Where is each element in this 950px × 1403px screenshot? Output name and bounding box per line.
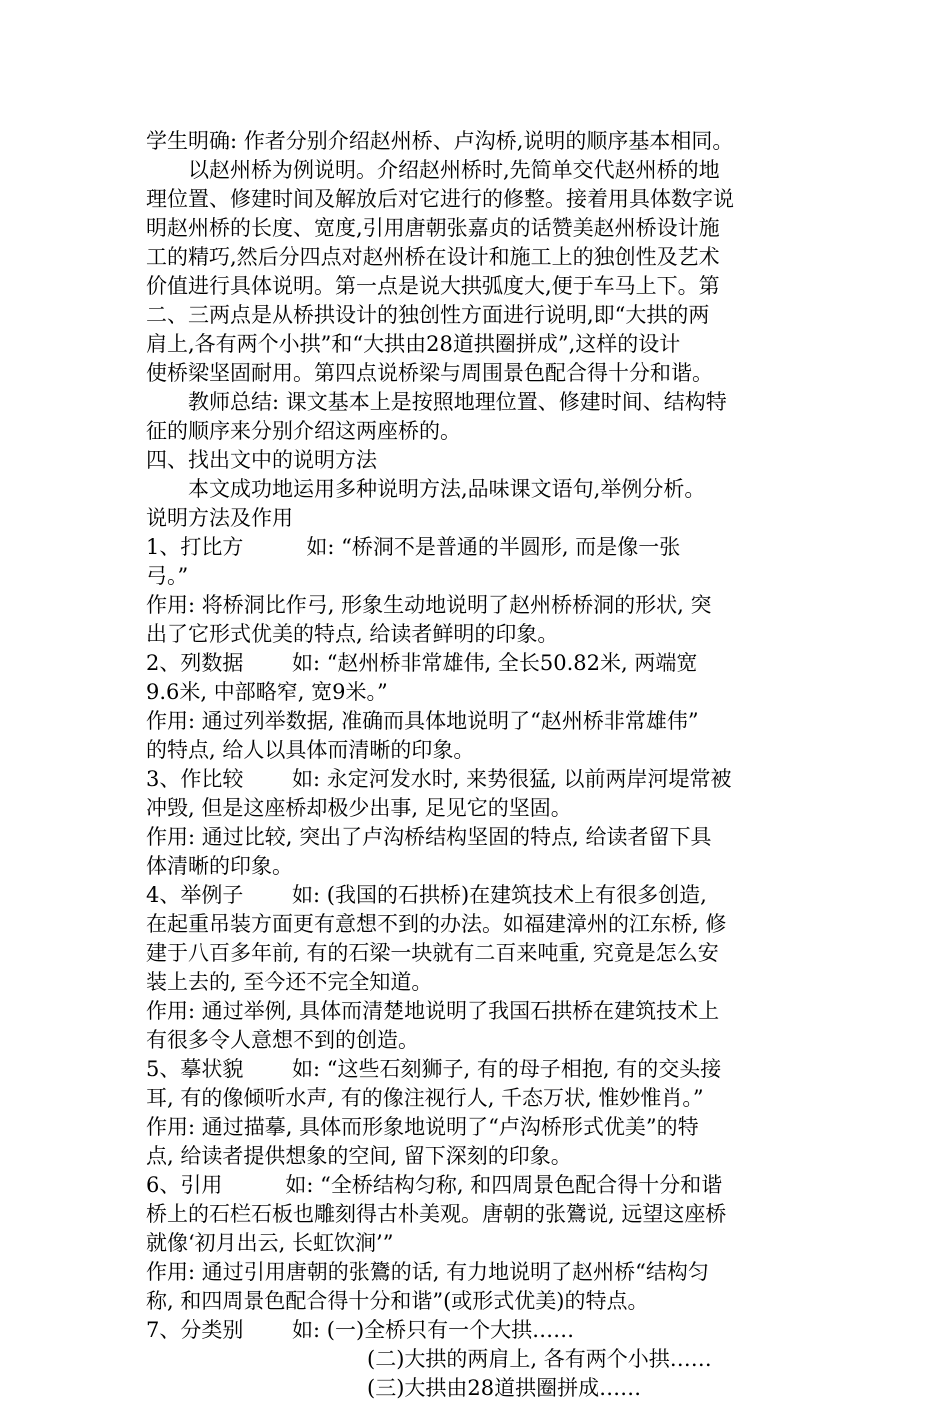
method-item: 1、打比方 如: “桥洞不是普通的半圆形, 而是像一张	[146, 535, 681, 559]
document-page	[146, 127, 810, 1403]
text-line: 称, 和四周景色配合得十分和谐”(或形式优美)的特点。	[146, 1289, 649, 1313]
text-line: 二、三两点是从桥拱设计的独创性方面进行说明,即“大拱的两	[146, 303, 710, 327]
text-line: 明赵州桥的长度、宽度,引用唐朝张嘉贞的话赞美赵州桥设计施	[146, 216, 720, 240]
method-item: 2、列数据 如: “赵州桥非常雄伟, 全长50.82米, 两端宽	[146, 651, 698, 675]
text-line: 理位置、修建时间及解放后对它进行的修整。接着用具体数字说	[146, 187, 734, 211]
text-line: 在起重吊装方面更有意想不到的办法。如福建漳州的江东桥, 修	[146, 912, 727, 936]
method-item: 3、作比较 如: 永定河发水时, 来势很猛, 以前两岸河堤常被	[146, 767, 732, 791]
text-line: 桥上的石栏石板也雕刻得古朴美观。唐朝的张鷟说, 远望这座桥	[146, 1202, 727, 1226]
text-line: 工的精巧,然后分四点对赵州桥在设计和施工上的独创性及艺术	[146, 245, 720, 269]
method-effect: 作用: 通过引用唐朝的张鷟的话, 有力地说明了赵州桥“结构匀	[146, 1260, 709, 1284]
text-line: 就像‘初月出云, 长虹饮涧’”	[146, 1231, 394, 1255]
text-line: 装上去的, 至今还不完全知道。	[146, 970, 433, 994]
method-effect: 作用: 将桥洞比作弓, 形象生动地说明了赵州桥桥洞的形状, 突	[146, 593, 712, 617]
classification-item: (三)大拱由28道拱圈拼成……	[367, 1376, 642, 1400]
section-heading: 四、找出文中的说明方法	[146, 448, 377, 472]
method-effect: 作用: 通过举例, 具体而清楚地说明了我国石拱桥在建筑技术上	[146, 999, 720, 1023]
text-line: 有很多令人意想不到的创造。	[146, 1028, 419, 1052]
text-line: 以赵州桥为例说明。介绍赵州桥时,先简单交代赵州桥的地	[188, 158, 720, 182]
text-line: 弓。”	[146, 564, 189, 588]
text-line: 点, 给读者提供想象的空间, 留下深刻的印象。	[146, 1144, 572, 1168]
text-line: 本文成功地运用多种说明方法,品味课文语句,举例分析。	[188, 477, 706, 501]
text-line: 征的顺序来分别介绍这两座桥的。	[146, 419, 461, 443]
subsection-heading: 说明方法及作用	[146, 506, 293, 530]
text-line: 肩上,各有两个小拱”和“大拱由28道拱圈拼成”,这样的设计	[146, 332, 681, 356]
text-line: 学生明确: 作者分别介绍赵州桥、卢沟桥,说明的顺序基本相同。	[146, 129, 734, 153]
method-item: 7、分类别 如: (一)全桥只有一个大拱……	[146, 1318, 575, 1342]
text-line: 的特点, 给人以具体而清晰的印象。	[146, 738, 475, 762]
text-line: 冲毁, 但是这座桥却极少出事, 足见它的坚固。	[146, 796, 572, 820]
method-item: 4、举例子 如: (我国的石拱桥)在建筑技术上有很多创造,	[146, 883, 707, 907]
text-line: 耳, 有的像倾听水声, 有的像注视行人, 千态万状, 惟妙惟肖。”	[146, 1086, 704, 1110]
classification-item: (二)大拱的两肩上, 各有两个小拱……	[367, 1347, 712, 1371]
text-line: 9.6米, 中部略窄, 宽9米。”	[146, 680, 388, 704]
text-line: 建于八百多年前, 有的石梁一块就有二百来吨重, 究竟是怎么安	[146, 941, 719, 965]
text-line: 教师总结: 课文基本上是按照地理位置、修建时间、结构特	[188, 390, 727, 414]
method-effect: 作用: 通过描摹, 具体而形象地说明了“卢沟桥形式优美”的特	[146, 1115, 699, 1139]
method-effect: 作用: 通过比较, 突出了卢沟桥结构坚固的特点, 给读者留下具	[146, 825, 712, 849]
text-line: 体清晰的印象。	[146, 854, 293, 878]
text-line: 出了它形式优美的特点, 给读者鲜明的印象。	[146, 622, 559, 646]
method-item: 6、引用 如: “全桥结构匀称, 和四周景色配合得十分和谐	[146, 1173, 723, 1197]
method-effect: 作用: 通过列举数据, 准确而具体地说明了“赵州桥非常雄伟”	[146, 709, 699, 733]
text-line: 价值进行具体说明。第一点是说大拱弧度大,便于车马上下。第	[146, 274, 720, 298]
text-line: 使桥梁坚固耐用。第四点说桥梁与周围景色配合得十分和谐。	[146, 361, 713, 385]
method-item: 5、摹状貌 如: “这些石刻狮子, 有的母子相抱, 有的交头接	[146, 1057, 722, 1081]
